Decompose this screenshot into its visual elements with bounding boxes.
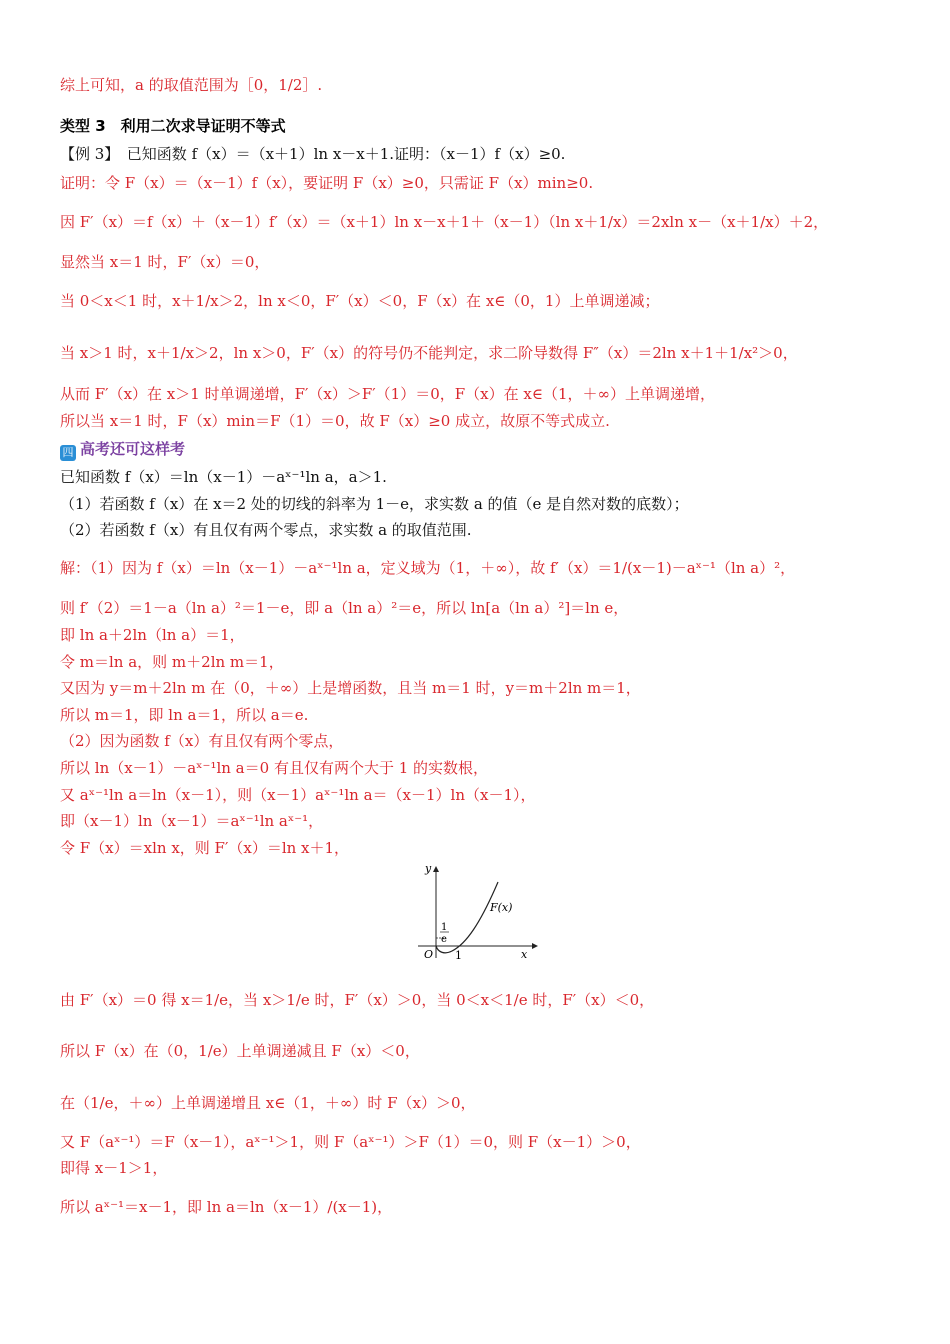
text-line: 解：（1）因为 f（x）＝ln（x－1）－aˣ⁻¹ln a，定义域为（1，＋∞），故 f′（x）＝1/(x－1)－aˣ⁻¹（ln a）²， [60,559,796,577]
inv-e-denominator: e [441,934,447,945]
inv-e-numerator: 1 [441,922,448,933]
text-line: 当 0＜x＜1 时，x＋1/x＞2，ln x＜0，F′（x）＜0，F（x）在 x∈（0，1）上单调递减； [60,292,660,310]
text-line: 在（1/e，＋∞）上单调递增且 x∈（1，＋∞）时 F（x）＞0， [60,1094,476,1112]
text-line: 又 F（aˣ⁻¹）＝F（x－1），aˣ⁻¹＞1，则 F（aˣ⁻¹）＞F（1）＝0，则 F（x－1）＞0， [60,1133,641,1151]
text-line: 显然当 x＝1 时，F′（x）＝0， [60,253,270,271]
text-line: 所以 aˣ⁻¹＝x－1，即 ln a＝ln（x－1）/(x－1)， [60,1198,393,1216]
x-axis-arrow [532,943,538,949]
y-axis-label: y [425,862,432,875]
text-line: 已知函数 f（x）＝ln（x－1）－aˣ⁻¹ln a，a＞1. [60,468,387,486]
text-line: 由 F′（x）＝0 得 x＝1/e，当 x＞1/e 时，F′（x）＞0，当 0＜x＜1/e 时，F′（x）＜0， [60,991,655,1009]
text-line: （2）若函数 f（x）有且仅有两个零点，求实数 a 的取值范围. [60,521,472,539]
x-axis-label: x [521,948,528,961]
section-badge-icon: 四 [60,445,76,461]
text-line: 当 x＞1 时，x＋1/x＞2，ln x＞0，F′（x）的符号仍不能判定，求二阶导数得 F″（x）＝2ln x＋1＋1/x²＞0， [60,344,798,362]
text-line: 【例 3】 已知函数 f（x）＝（x＋1）ln x－x＋1.证明：（x－1）f（x）≥0. [60,145,566,163]
text-line: 所以 m＝1，即 ln a＝1，所以 a＝e. [60,706,309,724]
y-axis-arrow [433,866,439,872]
text-line: 则 f′（2）＝1－a（ln a）²＝1－e，即 a（ln a）²＝e，所以 ln[a（ln a）²]＝ln e， [60,599,629,617]
curve-label: F(x) [490,901,513,914]
origin-label: O [424,948,434,961]
text-line: 证明：令 F（x）＝（x－1）f（x），要证明 F（x）≥0，只需证 F（x）min≥0. [60,174,594,192]
text-line: （2）因为函数 f（x）有且仅有两个零点， [60,732,344,750]
text-line: 又因为 y＝m＋2ln m 在（0，＋∞）上是增函数，且当 m＝1 时，y＝m＋2ln m＝1， [60,679,641,697]
tick-one-label: 1 [455,949,462,962]
text-line: 令 m＝ln a，则 m＋2ln m＝1， [60,653,284,671]
text-line: 所以当 x＝1 时，F（x）min＝F（1）＝0，故 F（x）≥0 成立，故原不等式成立. [60,412,610,430]
text-line [60,439,185,461]
text-line: 综上可知，a 的取值范围为［0，1/2］. [60,76,323,94]
text-line: 又 aˣ⁻¹ln a＝ln（x－1），则（x－1）aˣ⁻¹ln a＝（x－1）ln（x－1）， [60,786,536,804]
text-line: 即（x－1）ln（x－1）＝aˣ⁻¹ln aˣ⁻¹， [60,812,324,830]
text-line: 令 F（x）＝xln x，则 F′（x）＝ln x＋1， [60,839,350,857]
text-line: 类型 3 利用二次求导证明不等式 [60,117,286,135]
text-line: 所以 ln（x－1）－aˣ⁻¹ln a＝0 有且仅有两个大于 1 的实数根， [60,759,489,777]
text-line: 从而 F′（x）在 x＞1 时单调递增，F′（x）＞F′（1）＝0，F（x）在 x∈（1，＋∞）上单调递增， [60,385,715,403]
text-line: 因 F′（x）＝f（x）＋（x－1）f′（x）＝（x＋1）ln x－x＋1＋（x－1）（ln x＋1/x）＝2xln x－（x＋1/x）＋2， [60,213,829,231]
text-line: 所以 F（x）在（0，1/e）上单调递减且 F（x）＜0， [60,1042,420,1060]
text-line: （1）若函数 f（x）在 x＝2 处的切线的斜率为 1－e，求实数 a 的值（e 是自然对数的底数）； [60,495,689,513]
section-title: 高考还可这样考 [80,440,186,458]
text-line: 即得 x－1＞1， [60,1159,168,1177]
function-graph [414,858,544,963]
text-line: 即 ln a＋2ln（ln a）＝1， [60,626,245,644]
